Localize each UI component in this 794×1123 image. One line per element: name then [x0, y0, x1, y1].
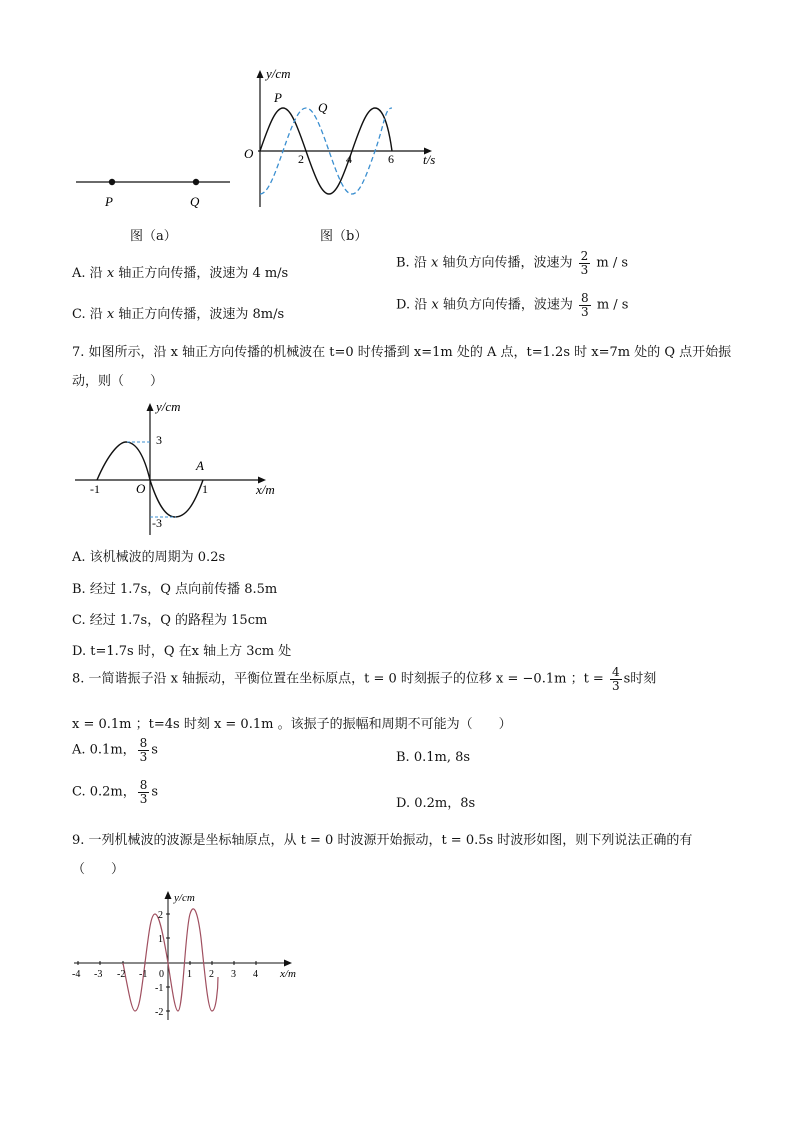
q7-figure	[72, 395, 292, 540]
q7-x-axis-label: x/m	[256, 482, 275, 497]
y-axis-label-b: y/cm	[266, 66, 291, 81]
tick-4: 4	[346, 152, 352, 166]
label-q-b: Q	[318, 100, 328, 115]
caption-b: 图（b）	[320, 229, 368, 244]
label-p-b: P	[274, 90, 282, 105]
q8-option-c: C. 0.2m， $\frac{8}{3}$ s	[72, 778, 159, 806]
q6-option-c: C. 沿 x 轴正方向传播，波速为 8m/s	[72, 307, 285, 322]
q9-y-axis-label: y/cm	[174, 892, 195, 904]
q7-y-axis-label: y/cm	[156, 399, 181, 414]
figure-b	[240, 62, 450, 212]
q7-stem-line1: 7. 如图所示，沿 x 轴正方向传播的机械波在 t=0 时传播到 x=1m 处的 A 点，t=1.2s 时 x=7m 处的 Q 点开始振	[72, 345, 732, 360]
q8-option-d: D. 0.2m，8s	[396, 796, 476, 811]
figure-a	[70, 165, 240, 225]
q7-option-b: B. 经过 1.7s，Q 点向前传播 8.5m	[72, 582, 278, 597]
q9-x-tick-neg3: -3	[94, 969, 103, 980]
point-p-label: P	[105, 194, 113, 209]
tick-6: 6	[388, 152, 394, 166]
origin-b: O	[244, 146, 254, 161]
point-q	[193, 179, 199, 185]
q8-option-b: B. 0.1m, 8s	[396, 750, 471, 765]
q9-y-tick-neg1: -1	[155, 983, 164, 994]
q6-option-a: A. 沿 x 轴正方向传播，波速为 4 m/s	[72, 266, 289, 281]
q9-x-tick-0: 0	[159, 969, 164, 980]
q9-x-axis-label: x/m	[280, 968, 296, 980]
q9-stem-line1: 9. 一列机械波的波源是坐标轴原点，从 t = 0 时波源开始振动，t = 0.5s 时波形如图，则下列说法正确的有	[72, 833, 693, 848]
q8-stem-line2: x = 0.1m ；t=4s 时刻 x = 0.1m 。该振子的振幅和周期不可能为（ ）	[72, 717, 512, 732]
q9-x-tick-neg4: -4	[72, 969, 81, 980]
q9-stem-line2: （ ）	[72, 862, 125, 877]
q7-x-1: 1	[202, 482, 208, 496]
tick-2: 2	[298, 152, 304, 166]
q9-x-tick-2: 2	[209, 969, 214, 980]
q9-wave	[123, 909, 218, 1011]
caption-a: 图（a）	[130, 229, 177, 244]
q6-option-b: B. 沿 x 轴负方向传播，波速为 $\frac{2}{3}$ m / s	[396, 249, 629, 277]
q7-a-label: A	[196, 458, 204, 473]
q9-x-tick-3: 3	[231, 969, 236, 980]
q9-x-tick-4: 4	[253, 969, 258, 980]
q9-x-tick-neg2: -2	[117, 969, 126, 980]
q9-y-tick-neg2: -2	[155, 1007, 164, 1018]
q7-stem-line2: 动，则（ ）	[72, 374, 164, 389]
q9-y-tick-1: 1	[158, 934, 163, 945]
q9-x-tick-neg1: -1	[139, 969, 148, 980]
q7-x-neg1: -1	[90, 482, 100, 496]
q7-option-c: C. 经过 1.7s，Q 的路程为 15cm	[72, 613, 268, 628]
t-axis-label: t/s	[423, 152, 436, 167]
q7-y-neg3: -3	[152, 516, 162, 530]
point-q-label: Q	[190, 194, 200, 209]
q9-figure	[68, 885, 308, 1025]
q7-y-3: 3	[156, 433, 162, 447]
q8-stem-line1: 8. 一简谐振子沿 x 轴振动，平衡位置在坐标原点，t = 0 时刻振子的位移 x = −0.1m ；t = $\frac{4}{3}$ s时刻	[72, 665, 657, 693]
point-p	[109, 179, 115, 185]
q6-option-d: D. 沿 x 轴负方向传播，波速为 $\frac{8}{3}$ m / s	[396, 291, 629, 319]
q8-option-a: A. 0.1m， $\frac{8}{3}$ s	[72, 736, 158, 764]
q7-origin: O	[136, 481, 146, 496]
q7-option-a: A. 该机械波的周期为 0.2s	[72, 550, 226, 565]
q7-option-d: D. t=1.7s 时，Q 在x 轴上方 3cm 处	[72, 644, 292, 659]
q9-y-tick-2: 2	[158, 910, 163, 921]
q9-x-tick-1: 1	[187, 969, 192, 980]
